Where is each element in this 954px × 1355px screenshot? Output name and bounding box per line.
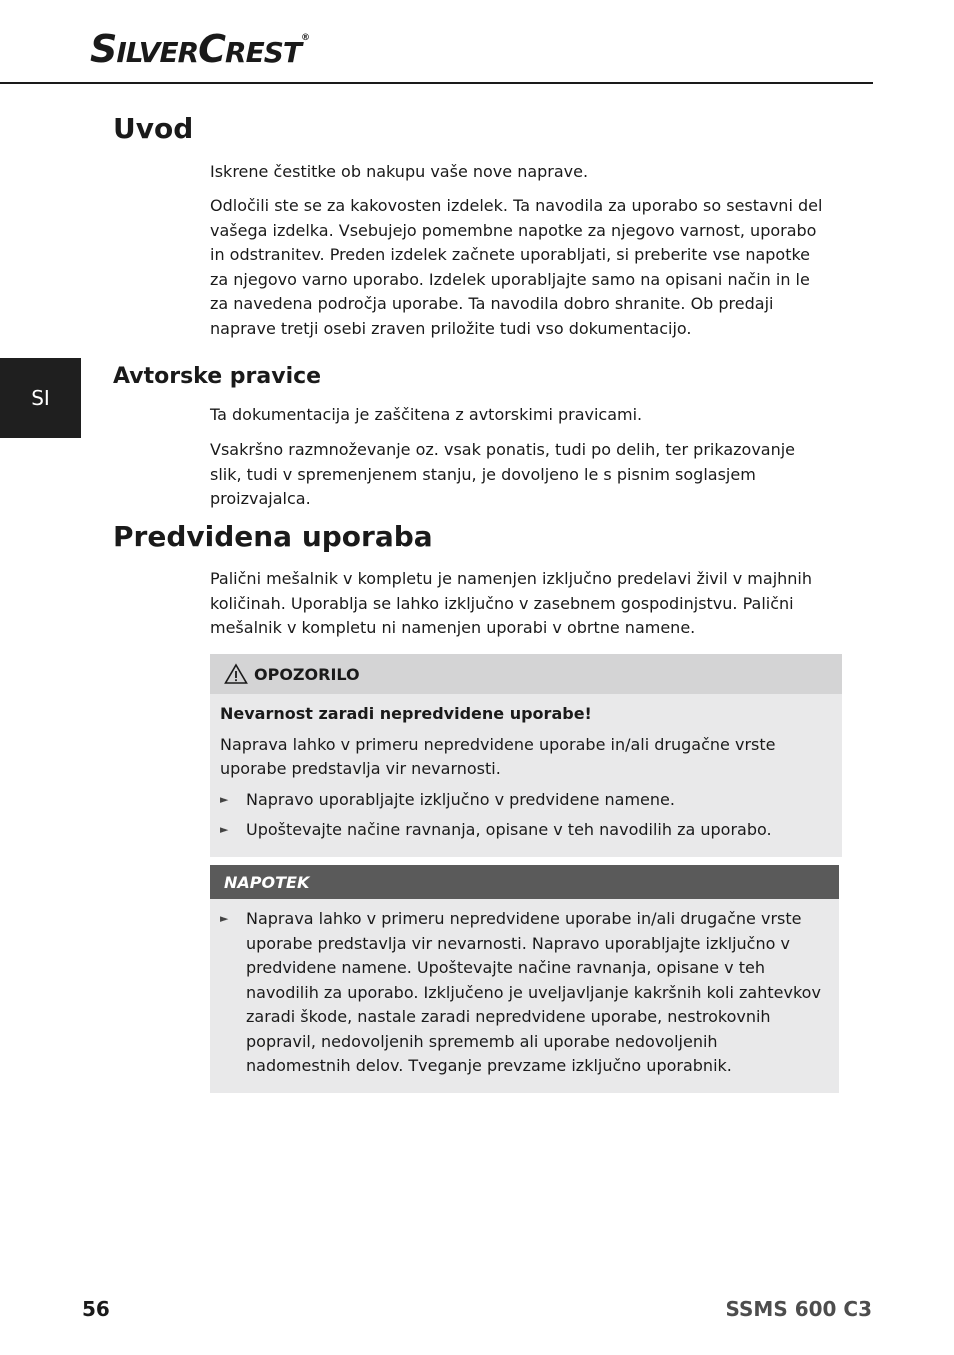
page-number: 56	[82, 1297, 110, 1321]
list-item-text: Napravo uporabljajte izključno v predvidene namene.	[246, 789, 675, 809]
list-item	[220, 818, 830, 843]
warning-body	[210, 694, 842, 857]
warning-box	[210, 654, 842, 857]
logo-letter: S	[90, 27, 117, 71]
header-rule	[0, 82, 873, 84]
brand-logo	[90, 27, 309, 71]
avtorske-paragraph-1: Ta dokumentacija je zaščitena z avtorskimi pravicami.	[210, 405, 643, 424]
bullet-arrow-icon: ►	[220, 792, 229, 806]
uvod-paragraph-1: Iskrene čestitke ob nakupu vaše nove naprave.	[210, 162, 589, 181]
warning-triangle-icon	[224, 663, 248, 685]
predvidena-paragraph-1: Palični mešalnik v kompletu je namenjen izključno predelavi živil v majhnih količinah. Uporablja se lahko izključno v zasebnem gospodinjstvu. Palični mešalnik v kompletu ni namenjen uporabi v obrtne namene.	[210, 569, 812, 637]
note-box	[210, 865, 839, 1093]
warning-label: OPOZORILO	[254, 664, 360, 684]
logo-letters: REST	[225, 36, 301, 69]
logo-letter: C	[198, 27, 226, 71]
list-item	[220, 788, 830, 813]
list-item-text: Naprava lahko v primeru nepredvidene uporabe in/ali drugačne vrste uporabe predstavlja vir nevarnosti. Napravo uporabljajte izključno v predvidene namene. Upoštevajte načine ravnanja, opisane v teh navodilih za uporabo. Izključeno je uveljavljanje kakršnih koli zahtevkov zaradi škode, nastale zaradi nepredvidene uporabe, nestrokovnih popravil, nedovoljenih sprememb ali uporabe nedovoljenih nadomestnih delov. Tveganje prevzame izključno uporabnik.	[246, 909, 821, 1075]
section-title-avtorske: Avtorske pravice	[113, 364, 322, 389]
logo-letters: ILVER	[116, 36, 199, 69]
uvod-paragraph-2: Odločili ste se za kakovosten izdelek. Ta navodila za uporabo so sestavni del vašega izdelka. Vsebujejo pomembne napotke za njegovo varnost, uporabo in odstranitev. Preden izdelek začnete uporabljati, si preberite vse napotke za njegovo varno uporabo. Izdelek uporabljajte samo na opisani način in le za navedena področja uporabe. Ta navodila dobro shranite. Ob predaji naprave tretji osebi zraven priložite tudi vso dokumentacijo.	[210, 196, 823, 338]
avtorske-paragraph-2: Vsakršno razmnoževanje oz. vsak ponatis, tudi po delih, ter prikazovanje slik, tudi v spremenjenem stanju, je dovoljeno le s pisnim soglasjem proizvajalca.	[210, 440, 796, 508]
model-label: SSMS 600 C3	[725, 1297, 872, 1321]
note-body	[210, 899, 839, 1093]
bullet-arrow-icon: ►	[220, 912, 229, 925]
bullet-arrow-icon: ►	[220, 823, 229, 836]
warning-heading: Nevarnost zaradi nepredvidene uporabe!	[220, 704, 592, 723]
warning-text: Naprava lahko v primeru nepredvidene uporabe in/ali drugačne vrste uporabe predstavlja vir nevarnosti.	[220, 734, 776, 778]
warning-header	[210, 654, 842, 694]
language-tab: SI	[0, 358, 81, 438]
section-title-predvidena: Predvidena uporaba	[113, 520, 433, 553]
list-item-text: Upoštevajte načine ravnanja, opisane v teh navodilih za uporabo.	[246, 820, 772, 839]
note-header: NAPOTEK	[210, 865, 839, 899]
list-item	[220, 907, 827, 1079]
section-title-uvod: Uvod	[113, 112, 194, 145]
registered-mark: ®	[300, 33, 309, 43]
